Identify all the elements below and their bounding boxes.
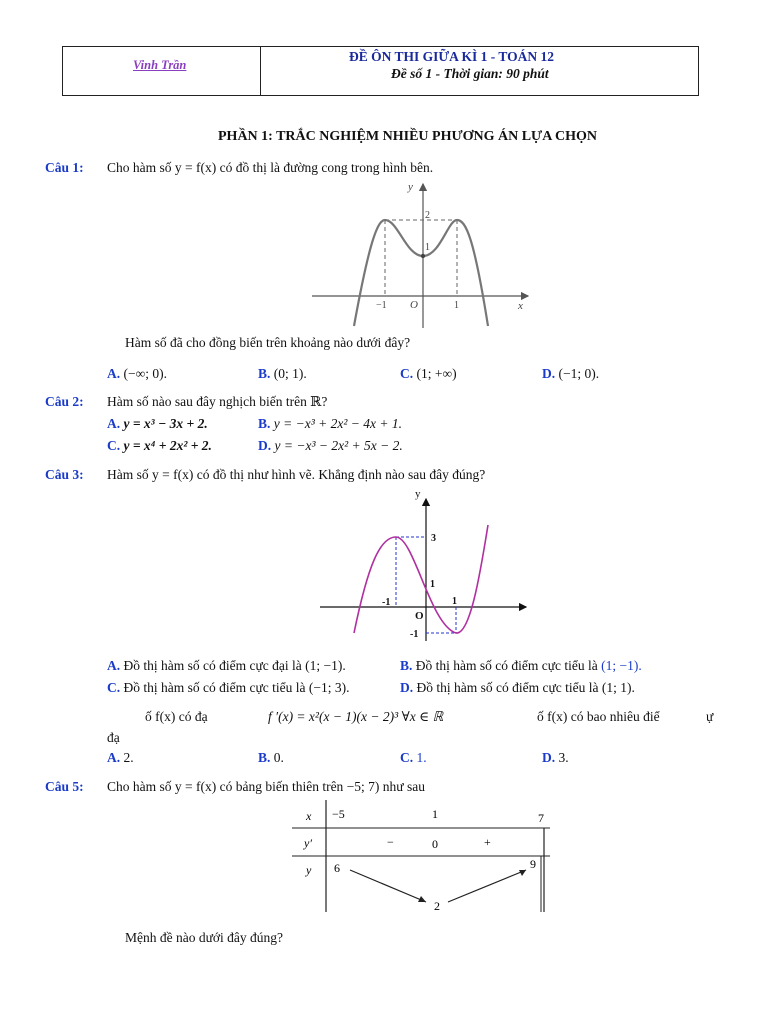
q4-opt-b xyxy=(258,750,284,766)
q5-sign-zero: 0 xyxy=(432,837,438,851)
q2-opt-b xyxy=(258,416,402,432)
q3-opt-a-text: Đồ thị hàm số có điểm cực đại là (1; −1). xyxy=(123,658,346,673)
q3-tick-3: 3 xyxy=(431,533,436,544)
q3-label: Câu 3: xyxy=(45,467,84,482)
q5-prompt: Mệnh đề nào dưới đây đúng? xyxy=(125,930,284,945)
q1-curve xyxy=(354,220,488,326)
q1-tick-2: 2 xyxy=(425,210,430,221)
q2-opt-c-text: y = x⁴ + 2x² + 2. xyxy=(123,438,212,453)
q2-opt-d-key: D. xyxy=(258,438,272,453)
q5-sign-minus: − xyxy=(387,835,394,849)
q3-opt-c xyxy=(107,680,350,696)
q2-label: Câu 2: xyxy=(45,394,84,409)
q1-tick-1: 1 xyxy=(425,242,430,253)
q1-tick-m1: −1 xyxy=(376,300,387,311)
q3-opt-a xyxy=(107,658,346,674)
q1-opt-d-text: (−1; 0). xyxy=(558,366,600,381)
q3-opt-b-highlight: (1; −1). xyxy=(601,658,642,673)
q3-opt-b-text: Đồ thị hàm số có điểm cực tiểu là xyxy=(415,658,602,673)
q2-opt-b-text: y = −x³ + 2x² − 4x + 1. xyxy=(273,416,403,431)
q3-opt-c-key: C. xyxy=(107,680,121,695)
q3-tick-p1: 1 xyxy=(452,596,457,607)
q1-opt-d-key: D. xyxy=(542,366,556,381)
q3-opt-d-key: D. xyxy=(400,680,414,695)
q4-opt-b-key: B. xyxy=(258,750,271,765)
q5-row-y: y xyxy=(306,863,312,877)
q1-opt-c xyxy=(400,366,457,382)
q1-opt-a-text: (−∞; 0). xyxy=(123,366,167,381)
q4-fragment-4: ự xyxy=(706,709,714,724)
q5-x-7: 7 xyxy=(538,811,544,825)
q5-text: Cho hàm số y = f(x) có bảng biến thiên trên −5; 7) như sau xyxy=(107,779,425,794)
q4-opt-c-key: C. xyxy=(400,750,414,765)
q1-opt-a-key: A. xyxy=(107,366,121,381)
q1-label: Câu 1: xyxy=(45,160,84,175)
q3-text: Hàm số y = f(x) có đồ thị như hình vẽ. Khẳng định nào sau đây đúng? xyxy=(107,467,486,482)
q1-prompt: Hàm số đã cho đồng biến trên khoảng nào dưới đây? xyxy=(125,335,411,350)
q3-opt-d xyxy=(400,680,635,696)
q5-row-x: x xyxy=(306,809,312,823)
q2-opt-c xyxy=(107,438,212,454)
q3-tick-1: 1 xyxy=(430,579,435,590)
q2-opt-c-key: C. xyxy=(107,438,121,453)
q4-opt-d xyxy=(542,750,569,766)
q1-text: Cho hàm số y = f(x) có đồ thị là đường cong trong hình bên. xyxy=(107,160,434,175)
q3-graph xyxy=(318,485,530,645)
header-divider xyxy=(260,47,261,95)
q3-tick-m1-y: -1 xyxy=(410,629,419,640)
q5-row-yprime: y′ xyxy=(304,836,312,850)
q4-opt-a xyxy=(107,750,134,766)
q3-tick-m1: -1 xyxy=(382,597,391,608)
q3-opt-b-key: B. xyxy=(400,658,413,673)
q1-origin: O xyxy=(410,299,418,311)
q5-x-m5: −5 xyxy=(332,807,345,821)
q1-opt-b-text: (0; 1). xyxy=(273,366,307,381)
q1-opt-a xyxy=(107,366,167,382)
q5-sign-plus: + xyxy=(484,835,491,849)
q1-tick-p1: 1 xyxy=(454,300,459,311)
q1-opt-c-key: C. xyxy=(400,366,414,381)
q3-y-label: y xyxy=(415,488,421,500)
q5-value-9: 9 xyxy=(530,857,536,871)
q4-opt-d-text: 3. xyxy=(558,750,569,765)
q2-opt-d xyxy=(258,438,403,454)
q5-x-1: 1 xyxy=(432,807,438,821)
q2-opt-a-key: A. xyxy=(107,416,121,431)
q4-opt-b-text: 0. xyxy=(273,750,284,765)
exam-subtitle: Đề số 1 - Thời gian: 90 phút xyxy=(391,66,549,81)
section-title: PHẦN 1: TRẮC NGHIỆM NHIỀU PHƯƠNG ÁN LỰA CHỌN xyxy=(218,129,598,144)
q3-opt-c-text: Đồ thị hàm số có điểm cực tiểu là (−1; 3). xyxy=(123,680,350,695)
q4-opt-c-text: 1. xyxy=(416,750,427,765)
q5-value-6: 6 xyxy=(334,861,340,875)
q3-opt-b xyxy=(400,658,642,674)
q1-opt-b-key: B. xyxy=(258,366,271,381)
q1-opt-b xyxy=(258,366,307,382)
header-box xyxy=(62,46,699,96)
q5-label: Câu 5: xyxy=(45,779,84,794)
q5-arrow-down xyxy=(350,870,426,902)
q2-opt-a xyxy=(107,416,208,432)
q1-opt-c-text: (1; +∞) xyxy=(416,366,457,381)
q4-opt-d-key: D. xyxy=(542,750,556,765)
q4-fragment-5: đạ xyxy=(107,730,120,745)
q3-opt-a-key: A. xyxy=(107,658,121,673)
q5-value-2: 2 xyxy=(434,899,440,913)
exam-title: ĐỀ ÔN THI GIỮA KÌ 1 - TOÁN 12 xyxy=(349,49,555,64)
q5-variation-table xyxy=(292,800,554,914)
q3-opt-d-text: Đồ thị hàm số có điểm cực tiểu là (1; 1). xyxy=(416,680,635,695)
author-name: Vinh Trần xyxy=(133,58,187,72)
q4-fragment-1: ố f(x) có đạ xyxy=(145,709,208,724)
q4-opt-a-key: A. xyxy=(107,750,121,765)
q2-opt-a-text: y = x³ − 3x + 2. xyxy=(123,416,208,431)
q3-origin: O xyxy=(415,610,424,622)
q2-opt-b-key: B. xyxy=(258,416,271,431)
q4-opt-a-text: 2. xyxy=(123,750,134,765)
q1-y-label: y xyxy=(408,181,413,193)
q1-x-label: x xyxy=(518,300,523,312)
q2-text: Hàm số nào sau đây nghịch biến trên ℝ? xyxy=(107,394,328,409)
q4-opt-c xyxy=(400,750,427,766)
q5-arrow-up xyxy=(448,870,526,902)
q2-opt-d-text: y = −x³ − 2x² + 5x − 2. xyxy=(274,438,403,453)
q4-fragment-3: ố f(x) có bao nhiêu điể xyxy=(537,709,660,724)
q1-opt-d xyxy=(542,366,599,382)
q4-fragment-2: f ′(x) = x²(x − 1)(x − 2)³ ∀x ∈ ℝ xyxy=(268,709,444,724)
q1-graph xyxy=(310,178,535,330)
